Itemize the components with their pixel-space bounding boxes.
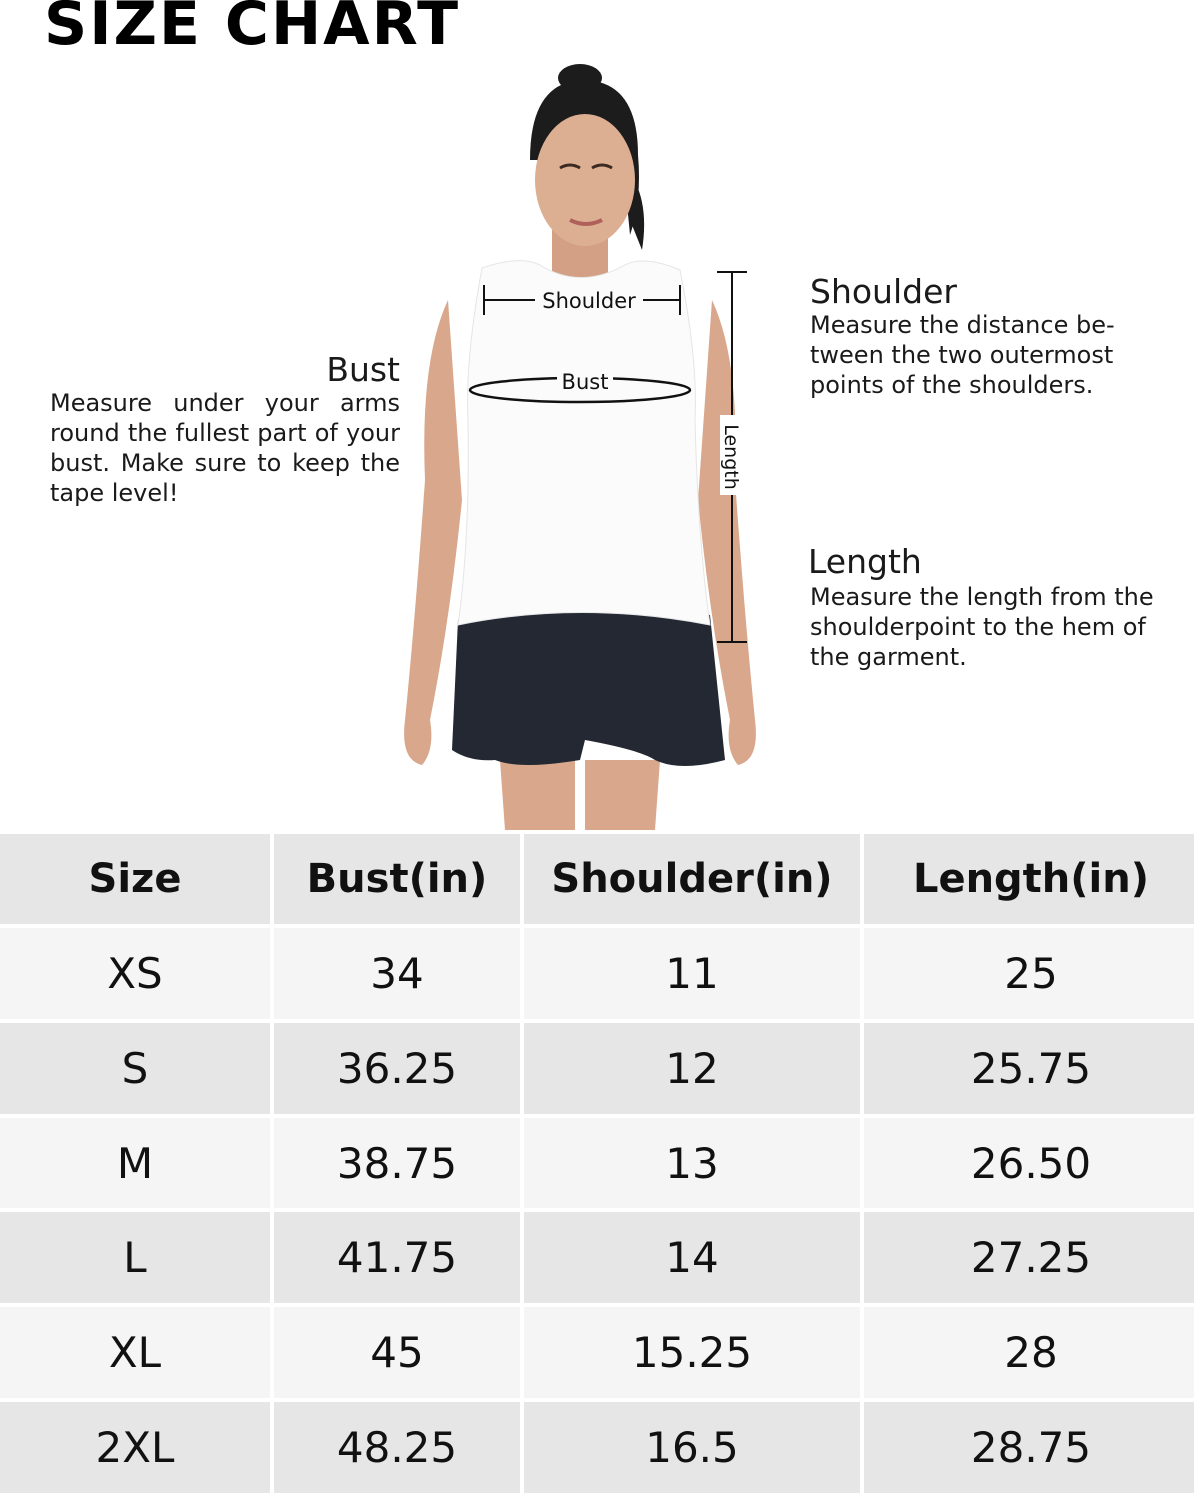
cell-length: 28.75 [864,1402,1194,1493]
cell-shoulder: 15.25 [524,1307,860,1398]
cell-size: XL [0,1307,270,1398]
cell-length: 25 [864,928,1194,1019]
cell-shoulder: 14 [524,1212,860,1303]
cell-shoulder: 12 [524,1023,860,1114]
bust-heading: Bust [326,350,400,389]
table-row [0,928,1194,1019]
cell-size: M [0,1118,270,1209]
shoulder-tag: Shoulder [542,289,636,313]
cell-size: L [0,1212,270,1303]
header-bust: Bust(in) [274,834,520,924]
shoulder-description: Measure the distance be-tween the two outermost points of the shoulders. [810,311,1115,399]
length-heading: Length [808,542,922,581]
cell-shoulder: 13 [524,1118,860,1209]
table-row [0,1212,1194,1303]
table-row [0,1402,1194,1493]
cell-bust: 34 [274,928,520,1019]
cell-size: 2XL [0,1402,270,1493]
size-table [0,830,1194,1497]
model-illustration [380,60,780,830]
cell-bust: 45 [274,1307,520,1398]
length-description: Measure the length from the shoulderpoint to the hem of the garment. [810,583,1154,671]
cell-bust: 48.25 [274,1402,520,1493]
cell-bust: 41.75 [274,1212,520,1303]
cell-bust: 38.75 [274,1118,520,1209]
table-row [0,1307,1194,1398]
cell-size: S [0,1023,270,1114]
cell-bust: 36.25 [274,1023,520,1114]
cell-length: 26.50 [864,1118,1194,1209]
bust-description: Measure under your arms round the fullest part of your bust. Make sure to keep the tape level! [50,389,400,507]
length-tag: Length [720,424,742,490]
table-row [0,1118,1194,1209]
page-title: SIZE CHART [44,0,461,59]
header-length: Length(in) [864,834,1194,924]
cell-shoulder: 11 [524,928,860,1019]
cell-length: 27.25 [864,1212,1194,1303]
shoulder-heading: Shoulder [810,272,957,311]
bust-tag: Bust [561,370,609,394]
table-header-row [0,834,1194,924]
cell-length: 28 [864,1307,1194,1398]
cell-size: XS [0,928,270,1019]
table-row [0,1023,1194,1114]
header-size: Size [0,834,270,924]
cell-length: 25.75 [864,1023,1194,1114]
header-shoulder: Shoulder(in) [524,834,860,924]
cell-shoulder: 16.5 [524,1402,860,1493]
